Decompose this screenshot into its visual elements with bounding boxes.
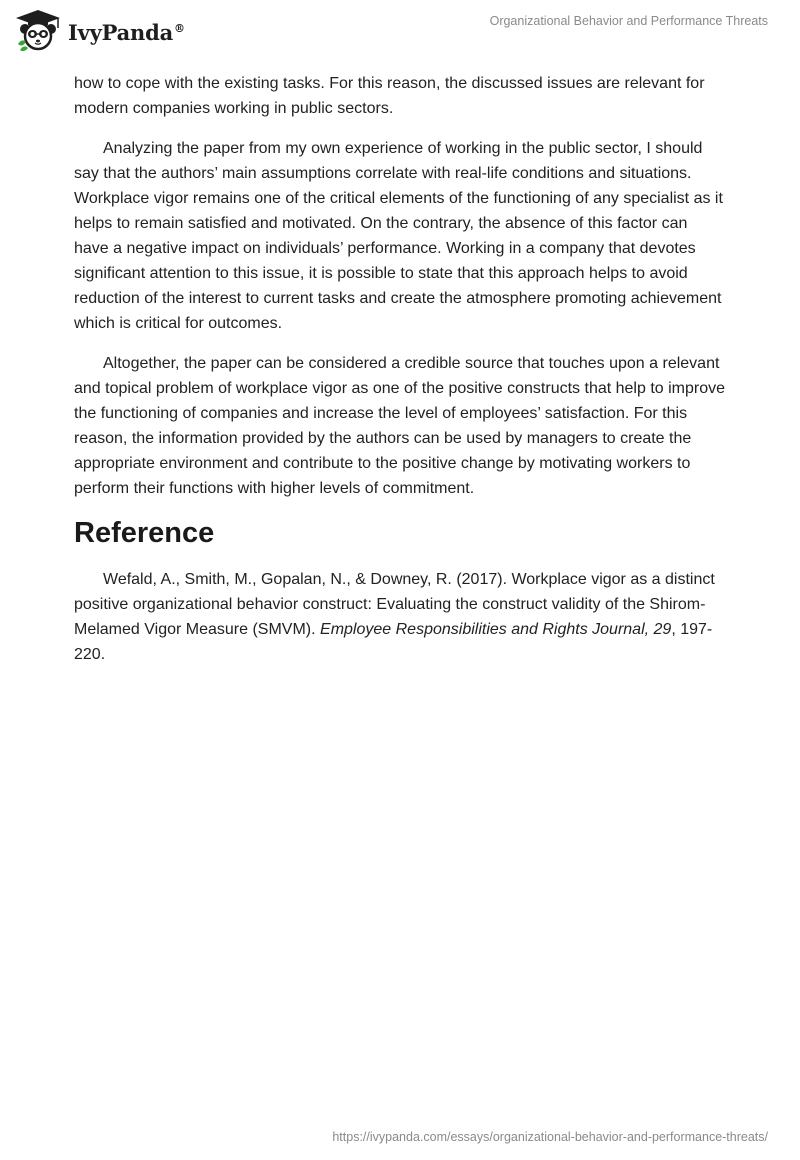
reference-journal: Employee Responsibilities and Rights Journal, 29 <box>320 621 672 638</box>
document-title: Organizational Behavior and Performance Threats <box>489 14 768 28</box>
ivypanda-logo[interactable] <box>14 8 185 52</box>
panda-graduate-icon <box>14 8 62 52</box>
reference-pages: , 197-220. <box>74 621 713 663</box>
paragraph-analysis: Analyzing the paper from my own experience of working in the public sector, I should say that the authors’ main assumptions correlate with real-life conditions and situations. Workplace vigor remains one of the critical elements of the functioning of any specialist as it helps to remain satisfied and motivated. On the contrary, the absence of this factor can have a negative impact on individuals’ performance. Working in a company that devotes significant attention to this issue, it is possible to state that this approach helps to avoid reduction of the interest to current tasks and create the atmosphere promoting achievement which is critical for outcomes. <box>74 140 723 332</box>
source-url-link[interactable]: https://ivypanda.com/essays/organizational-behavior-and-performance-threats/ <box>332 1130 768 1144</box>
essay-content <box>74 71 726 682</box>
reference-entry <box>74 567 726 667</box>
paragraph-conclusion: Altogether, the paper can be considered a credible source that touches upon a relevant and topical problem of workplace vigor as one of the positive constructs that help to improve the functioning of companies and increase the level of employees’ satisfaction. For this reason, the information provided by the authors can be used by managers to create the appropriate environment and contribute to the positive change by motivating workers to perform their functions with higher levels of commitment. <box>74 355 726 497</box>
reference-heading: Reference <box>74 517 215 549</box>
reference-authors-title: Wefald, A., Smith, M., Gopalan, N., & Downey, R. (2017). Workplace vigor as a distinct positive organizational behavior construct: Evaluating the construct validity of the Shirom-Melamed Vigor Measure (SMVM). <box>74 571 715 638</box>
paragraph-continued: how to cope with the existing tasks. For this reason, the discussed issues are relevant for modern companies working in public sectors. <box>74 75 705 117</box>
brand-name: IvyPanda® <box>68 19 185 45</box>
